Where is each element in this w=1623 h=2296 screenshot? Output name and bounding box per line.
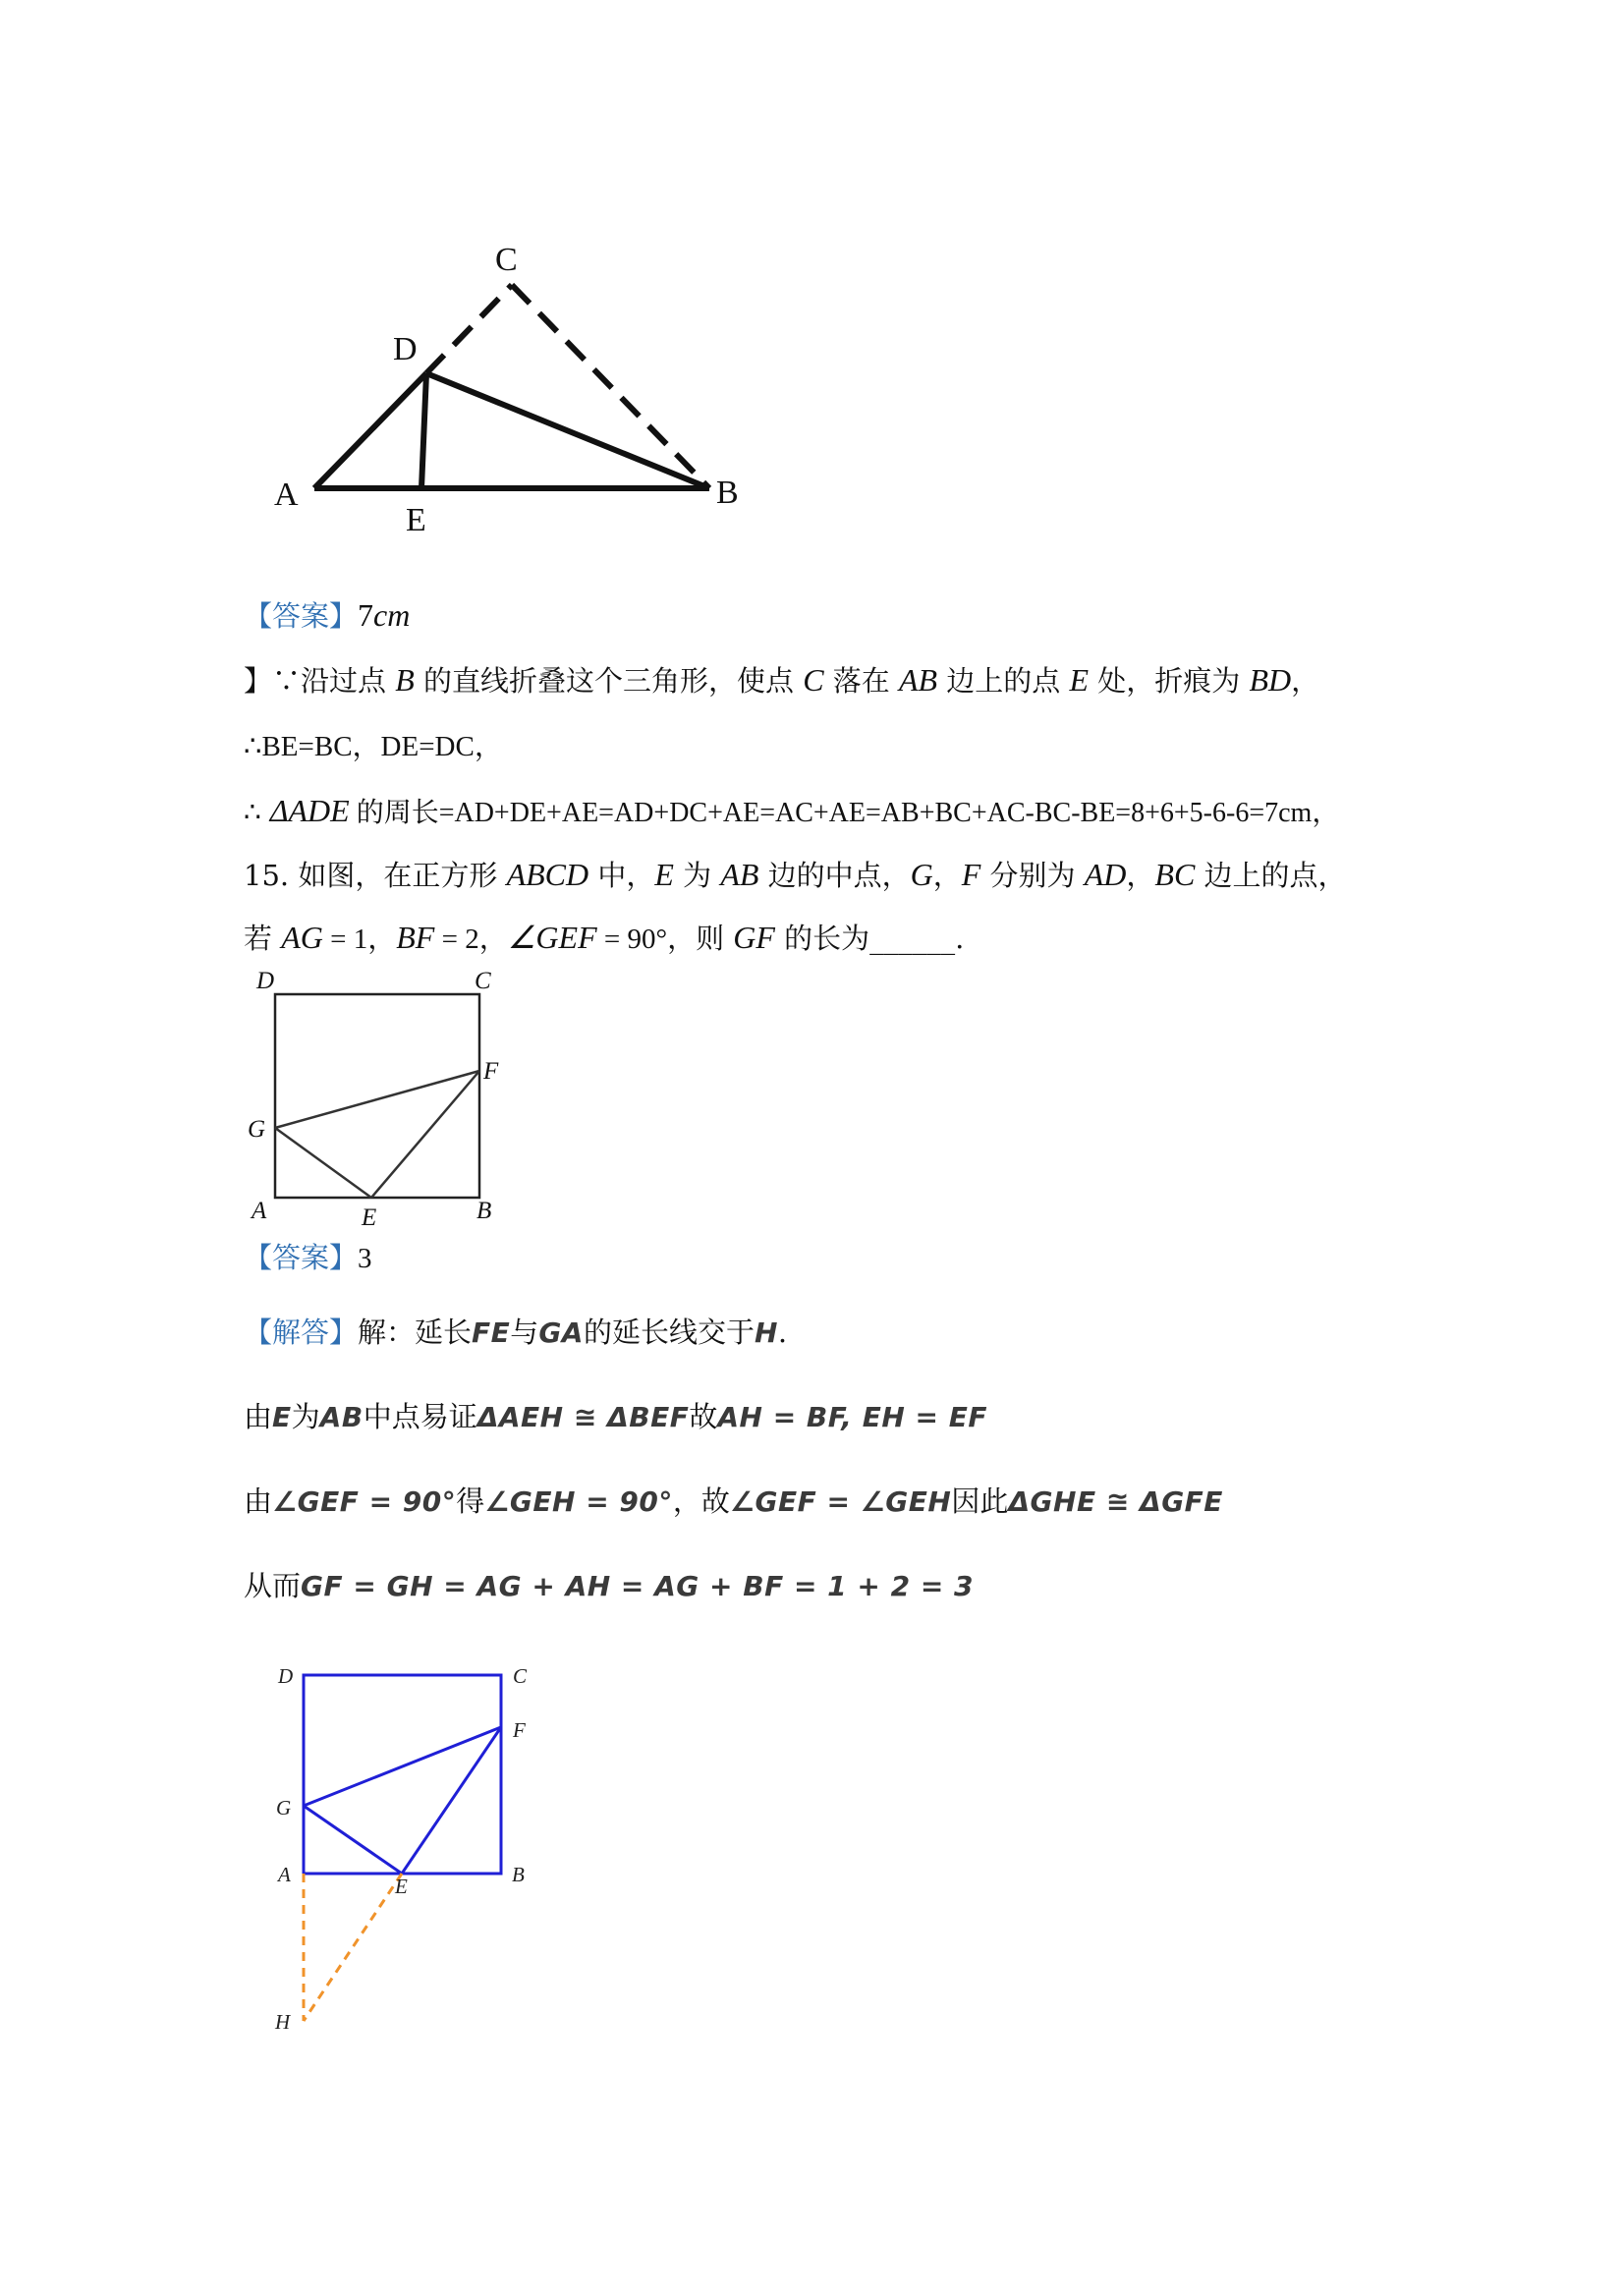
math: ΔGHE ≅ ΔGFE <box>1008 1485 1223 1518</box>
math: FE <box>472 1316 511 1349</box>
dashed-cb <box>512 285 709 488</box>
label-f: F <box>513 1718 526 1742</box>
label-d: D <box>278 1664 294 1688</box>
text: 边上的点 <box>937 664 1070 698</box>
label-b: B <box>716 475 739 511</box>
label-e: E <box>406 502 426 538</box>
math: E <box>1069 662 1090 698</box>
segment-de <box>421 373 426 488</box>
solution-15-line1 <box>244 1313 787 1353</box>
solution-14-line3 <box>244 791 1339 833</box>
segment-gf <box>275 1071 479 1128</box>
math: = 2 <box>434 924 479 955</box>
label-b: B <box>512 1863 525 1886</box>
text: 由 <box>244 1400 273 1433</box>
dashed-dc <box>426 285 512 373</box>
text: 从而 <box>244 1569 302 1602</box>
text: ，则 <box>667 922 734 955</box>
math: ∠GEF = ∠GEH <box>729 1485 952 1518</box>
figure-fold-triangle <box>255 226 766 550</box>
math: ΔADE <box>269 793 350 828</box>
math: ∠GEF <box>507 920 597 955</box>
label-c: C <box>475 968 491 994</box>
text: ， <box>367 922 397 955</box>
figure-solution-square <box>260 1655 555 2034</box>
solution-15-line4 <box>244 1566 974 1606</box>
text: 的直线折叠这个三角形，使点 <box>414 664 804 698</box>
label-a: A <box>252 1198 267 1224</box>
math: AD <box>1084 857 1127 892</box>
question-15-line2 <box>244 918 964 959</box>
text: 处，折痕为 <box>1089 664 1250 698</box>
text: 落在 <box>823 664 899 698</box>
label-a: A <box>274 476 299 513</box>
text: 得 <box>456 1484 485 1518</box>
text: ， <box>932 859 962 892</box>
text: 故 <box>689 1400 718 1433</box>
label-g: G <box>248 1116 266 1143</box>
math: ∠GEF = 90° <box>272 1485 457 1518</box>
answer-bracket: 【答案】 <box>244 599 359 633</box>
label-c: C <box>495 242 518 278</box>
text: 因此 <box>951 1484 1009 1518</box>
figure-square <box>241 958 516 1233</box>
solution-15-line2 <box>244 1397 987 1437</box>
math: G <box>910 857 933 892</box>
square-abcd <box>275 994 479 1198</box>
math: ABCD <box>506 857 589 892</box>
label-f: F <box>483 1058 499 1085</box>
answer-15 <box>244 1238 372 1278</box>
text: 与 <box>510 1316 539 1349</box>
math: F <box>961 857 981 892</box>
segment-ef <box>402 1727 501 1874</box>
text: . <box>777 1316 788 1349</box>
question-15-line1 <box>244 855 1347 895</box>
math: AB <box>720 857 759 892</box>
math: GF <box>733 920 775 955</box>
label-d: D <box>256 968 275 994</box>
answer-unit: cm <box>373 597 411 633</box>
segment-ad <box>314 373 426 488</box>
text: ，故 <box>672 1484 730 1518</box>
segment-ge <box>304 1806 402 1874</box>
segment-ge <box>275 1128 371 1198</box>
text: 的周长=AD+DE+AE=AD+DC+AE=AC+AE=AB+BC+AC-BC-BE=8+6+5-6-6=7cm， <box>349 798 1340 828</box>
solution-14-line1 <box>244 660 1319 700</box>
text: ， <box>478 922 508 955</box>
math: GF = GH = AG + AH = AG + BF = 1 + 2 = 3 <box>301 1570 975 1602</box>
text: ， <box>1291 664 1320 698</box>
math: BF <box>396 920 435 955</box>
text: 由 <box>244 1484 273 1518</box>
dashed-eh <box>304 1874 402 2021</box>
text: 中点易证 <box>363 1400 477 1433</box>
math: = 1 <box>322 924 368 955</box>
label-c: C <box>513 1664 528 1688</box>
math: E <box>654 857 674 892</box>
segment-db <box>426 373 709 488</box>
text: 为 <box>673 859 721 892</box>
label-e: E <box>362 1204 377 1231</box>
text: 】∵沿过点 <box>244 664 396 698</box>
label-b: B <box>476 1198 492 1224</box>
text: 15. 如图，在正方形 <box>244 859 507 892</box>
text: ， <box>1126 859 1155 892</box>
square-abcd <box>304 1675 501 1874</box>
label-h: H <box>275 2010 291 2034</box>
text: 的延长线交于 <box>583 1316 755 1349</box>
answer-14 <box>244 595 410 636</box>
math: BC <box>1154 857 1196 892</box>
label-a: A <box>278 1863 291 1886</box>
text: 解：延长 <box>358 1316 473 1349</box>
text: ∴ <box>244 796 270 828</box>
math: E <box>272 1401 292 1433</box>
math: AG <box>281 920 323 955</box>
math: ∠GEH = 90° <box>484 1485 673 1518</box>
math: GA <box>538 1316 584 1349</box>
math: H <box>754 1316 778 1349</box>
math: = 90° <box>596 924 668 955</box>
text: 边的中点， <box>758 859 911 892</box>
answer-value: 7 <box>358 597 374 633</box>
segment-gf <box>304 1727 501 1806</box>
label-d: D <box>393 331 418 367</box>
solution-15-line3 <box>244 1482 1223 1522</box>
math: AH = BF, EH = EF <box>717 1401 987 1433</box>
math: AB <box>898 662 938 698</box>
math: ΔAEH ≅ ΔBEF <box>476 1401 690 1433</box>
text: 中， <box>588 859 655 892</box>
math: C <box>803 662 824 698</box>
text: 为 <box>291 1400 320 1433</box>
label-g: G <box>276 1796 292 1820</box>
answer-bracket: 【答案】 <box>244 1241 359 1274</box>
math: B <box>395 662 415 698</box>
solution-bracket: 【解答】 <box>244 1316 359 1349</box>
label-e: E <box>395 1875 408 1898</box>
text: 若 <box>244 922 282 955</box>
solution-14-line2: ∴BE=BC，DE=DC， <box>244 731 503 762</box>
text: 的长为______. <box>774 922 965 955</box>
answer-value: 3 <box>358 1243 372 1274</box>
text: 分别为 <box>980 859 1085 892</box>
text: 边上的点， <box>1195 859 1347 892</box>
segment-ef <box>371 1071 479 1198</box>
math: AB <box>319 1401 364 1433</box>
math: BD <box>1249 662 1292 698</box>
